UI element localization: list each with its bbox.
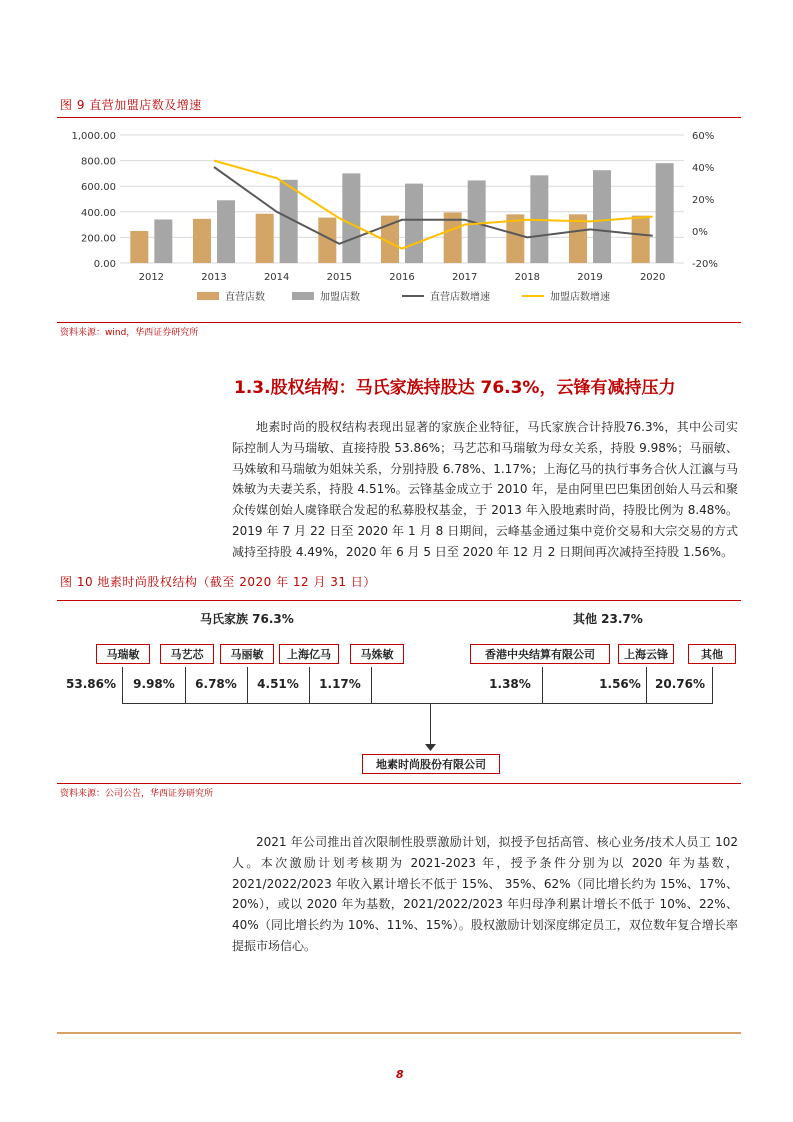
- bar-直营店数: [130, 231, 148, 263]
- chart-legend: [197, 290, 610, 303]
- footer-rule: [57, 1032, 741, 1034]
- holder-pct: 6.78%: [195, 677, 237, 691]
- figure-10-top-rule: [57, 600, 741, 601]
- right-group-label: 其他 23.7%: [573, 612, 643, 626]
- right-axis-tick: 40%: [692, 163, 715, 174]
- x-axis-tick: 2019: [577, 272, 603, 283]
- legend-label: 直营店数: [225, 292, 265, 303]
- section-heading: 1.3.股权结构：马氏家族持股达 76.3%，云锋有减持压力: [234, 378, 676, 398]
- right-axis-tick: 0%: [692, 227, 708, 238]
- connector-line: [122, 667, 123, 703]
- legend-swatch: [292, 292, 314, 300]
- connector-line: [185, 667, 186, 703]
- holder-box: 上海云锋: [618, 644, 674, 664]
- bar-直营店数: [256, 214, 274, 263]
- holder-pct: 4.51%: [257, 677, 299, 691]
- x-axis-tick: 2014: [263, 272, 290, 283]
- bar-直营店数: [632, 216, 650, 263]
- connector-line: [371, 667, 372, 703]
- left-axis-tick: 0.00: [93, 259, 116, 270]
- x-axis-tick: 2018: [514, 272, 541, 283]
- holder-box: 马姝敏: [350, 644, 404, 664]
- holder-pct: 20.76%: [655, 677, 705, 691]
- connector-line: [712, 667, 713, 703]
- holder-box: 其他: [688, 644, 736, 664]
- figure-9-top-rule: [57, 117, 741, 118]
- holder-box: 马丽敏: [220, 644, 274, 664]
- left-axis-tick: 600.00: [81, 182, 116, 194]
- figure-10-bottom-rule: [57, 783, 741, 784]
- holder-pct: 9.98%: [133, 677, 175, 691]
- bar-加盟店数: [405, 184, 423, 263]
- section-paragraph: [232, 417, 738, 563]
- ownership-paragraph: 地素时尚的股权结构表现出显著的家族企业特征，马氏家族合计持股76.3%，其中公司实际控制人为马瑞敏、直接持股 53.86%；马艺芯和马瑞敏为母女关系，持股 9.98%；马丽敏、马姝敏和马瑞敏为姐妹关系，分别持股 6.78%、1.17%；上海亿马的执行事务合伙人江瀛与马姝敏为夫妻关系，持股 4.51%。云锋基金成立于 2010 年，是由阿里巴巴集团创始人马云和聚众传媒创始人虞锋联合发起的私募股权基金，于 2013 年入股地素时尚，持股比例为 8.48%。2019 年 7 月 22 日至 2020 年 1 月 8 日期间，云峰基金通过集中竞价交易和大宗交易的方式减持至持股 4.49%，2020 年 6 月 5 日至 2020 年 12 月 2 日期间再次减持至持股 1.56%。: [232, 420, 738, 559]
- x-axis-tick: 2012: [138, 272, 165, 283]
- left-axis-tick: 800.00: [81, 156, 116, 168]
- x-axis-tick: 2013: [201, 272, 227, 283]
- page-number: 8: [396, 1068, 404, 1081]
- legend-swatch: [197, 292, 219, 300]
- bar-直营店数: [193, 219, 211, 263]
- holder-box: 马艺芯: [160, 644, 214, 664]
- bar-加盟店数: [217, 200, 235, 263]
- left-axis-tick: 200.00: [81, 233, 116, 245]
- holder-pct: 1.56%: [599, 677, 641, 691]
- figure-9-source: 资料来源：wind，华西证券研究所: [60, 328, 199, 338]
- company-box: 地素时尚股份有限公司: [362, 754, 500, 774]
- legend-label: 直营店数增速: [430, 292, 490, 303]
- holder-box: 香港中央结算有限公司: [470, 644, 610, 664]
- bar-加盟店数: [342, 173, 360, 263]
- connector-line: [309, 667, 310, 703]
- legend-label: 加盟店数增速: [550, 292, 610, 303]
- x-axis-tick: 2020: [639, 272, 666, 283]
- figure-9-title: 图 9 直营加盟店数及增速: [60, 98, 202, 112]
- x-axis-tick: 2016: [389, 272, 415, 283]
- holder-box: 上海亿马: [279, 644, 339, 664]
- holder-pct: 1.17%: [319, 677, 361, 691]
- connector-line: [646, 667, 647, 703]
- right-axis-tick: 20%: [692, 195, 715, 206]
- holder-pct: 1.38%: [489, 677, 531, 691]
- left-axis-tick: 400.00: [81, 207, 116, 219]
- connector-line: [542, 667, 543, 703]
- bar-加盟店数: [656, 163, 674, 263]
- bar-加盟店数: [154, 219, 172, 263]
- figure-10-title: 图 10 地素时尚股权结构（截至 2020 年 12 月 31 日）: [60, 575, 376, 589]
- incentive-section: [232, 832, 738, 957]
- arrow-down-icon: [425, 744, 436, 752]
- left-group-label: 马氏家族 76.3%: [200, 612, 294, 626]
- right-axis-tick: 60%: [692, 131, 715, 142]
- left-axis-tick: 1,000.00: [71, 131, 116, 142]
- incentive-paragraph: 2021 年公司推出首次限制性股票激励计划，拟授予包括高管、核心业务/技术人员工 102 人。本次激励计划考核期为 2021-2023 年，授予条件分别为以 2020 年为基数，2021/2022/2023 年收入累计增长不低于 15%、 35%、62%（同比增长约为 15%、17%、20%），或以 2020 年为基数，2021/2022/2023 年归母净利累计增长不低于 10%、22%、40%（同比增长约为 10%、11%、15%）。股权激励计划深度绑定员工，双位数年复合增长率提振市场信心。: [232, 835, 738, 953]
- figure-9-bottom-rule: [57, 322, 741, 323]
- figure-10-source: 资料来源：公司公告，华西证券研究所: [60, 789, 214, 799]
- figure-9-chart: [57, 120, 747, 320]
- connector-bus: [122, 703, 713, 704]
- connector-trunk: [430, 703, 431, 747]
- right-axis-tick: -20%: [692, 259, 718, 270]
- bar-加盟店数: [593, 170, 611, 263]
- holder-box: 马瑞敏: [96, 644, 150, 664]
- x-axis-tick: 2015: [326, 272, 353, 283]
- x-axis-tick: 2017: [451, 272, 478, 283]
- connector-line: [247, 667, 248, 703]
- legend-label: 加盟店数: [320, 292, 360, 303]
- holder-pct: 53.86%: [66, 677, 116, 691]
